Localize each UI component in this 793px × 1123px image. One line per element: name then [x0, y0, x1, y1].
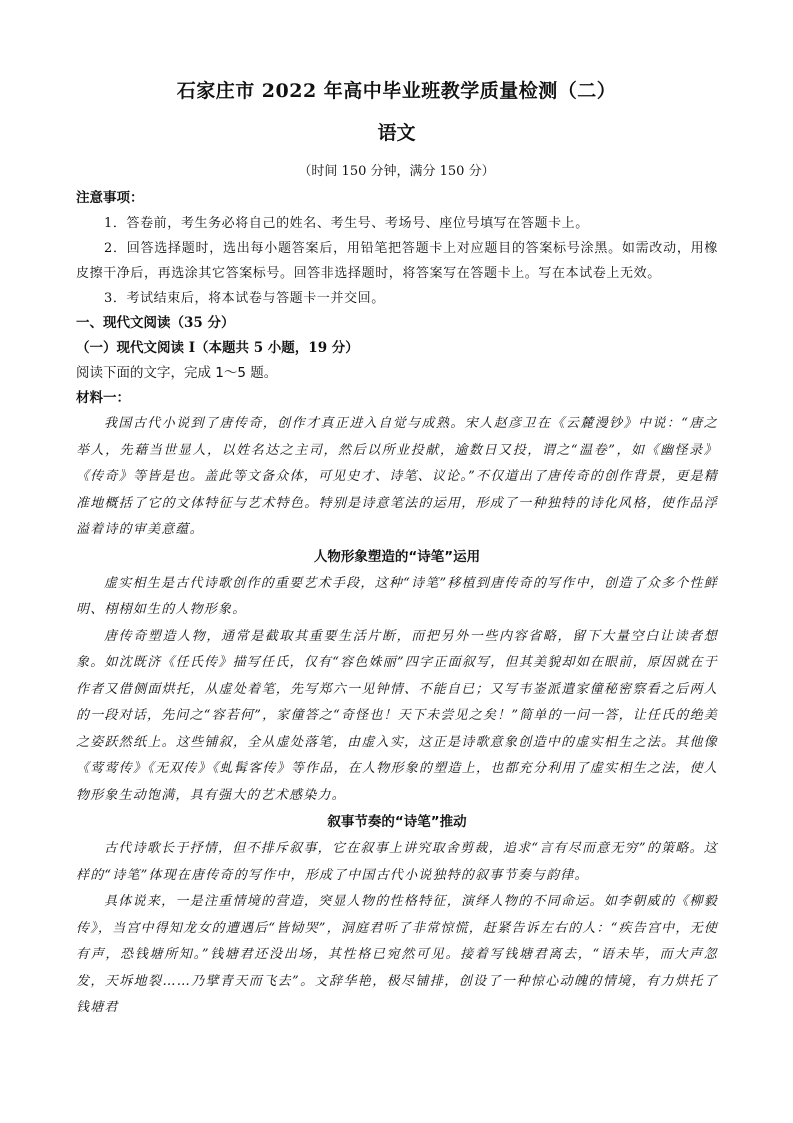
article-heading-1: 人物形象塑造的“诗笔”运用 — [313, 548, 481, 565]
article-heading-2: 叙事节奏的“诗笔”推动 — [327, 814, 467, 830]
article-paragraph-3: 古代诗歌长于抒情，但不排斥叙事，它在叙事上讲究取舍剪裁，追求“言有尽而意无穷”的策略。这样的“诗笔”体现在唐传奇的写作中，形成了中国古代小说独特的叙事节奏与韵律。 — [76, 841, 718, 883]
article-paragraph-1: 虚实相生是古代诗歌创作的重要艺术手段，这种“诗笔”移植到唐传奇的写作中，创造了众多个性鲜明、栩栩如生的人物形象。 — [76, 575, 718, 617]
article-paragraph-2: 唐传奇塑造人物，通常是截取其重要生活片断，而把另外一些内容省略，留下大量空白让读者想象。如沈既济《任氏传》描写任氏，仅有“容色姝丽”四字正面叙写，但其美貌却如在眼前，原因就在于作者又借侧面烘托，从虚处着笔，先写郑六一见钟情、不能自已；又写韦崟派遣家僮秘密察看之后两人的一段对话，先问之“容若何”，家僮答之“奇怪也！天下未尝见之矣！”简单的一问一答，让任氏的绝美之姿跃然纸上。这些铺叙，全从虚处落笔，由虚入实，这正是诗歌意象创造中的虚实相生之法。其他像《莺莺传》《无双传》《虬髯客传》等作品，在人物形象的塑造上，也都充分利用了虚实相生之法，使人物形象生动饱满，具有强大的艺术感染力。 — [76, 628, 718, 803]
reading-instruction: 阅读下面的文字，完成 1～5 题。 — [76, 365, 278, 381]
notes-item-1: 1．答卷前，考生务必将自己的姓名、考生号、考场号、座位号填写在答题卡上。 — [104, 216, 589, 231]
article-intro: 我国古代小说到了唐传奇，创作才真正进入自觉与成熟。宋人赵彦卫在《云麓漫钞》中说：“唐之举人，先藉当世显人，以姓名达之主司，然后以所业投献，逾数日又投，谓之“温卷”，如《幽怪录》《传奇》等皆是也。盖此等文备众体，可见史才、诗笔、议论。”不仅道出了唐传奇的创作背景，更是精准地概括了它的文体特征与艺术特色。特别是诗意笔法的运用，形成了一种独特的诗化风格，使作品浮溢着诗的审美意蕴。 — [76, 416, 718, 537]
section-heading: 一、现代文阅读（35 分） — [76, 315, 235, 331]
notes-item-2: 2．回答选择题时，选出每小题答案后，用铅笔把答题卡上对应题目的答案标号涂黑。如需改动，用橡皮擦干净后，再选涂其它答案标号。回答非选择题时，将答案写在答题卡上。写在本试卷上无效。 — [76, 241, 718, 281]
article-paragraph-4: 具体说来，一是注重情境的营造，突显人物的性格特征，演绎人物的不同命运。如李朝威的《柳毅传》，当宫中得知龙女的遭遇后“皆恸哭”，洞庭君听了非常惊慌，赶紧告诉左右的人：“疾告宫中，无使有声，恐钱塘所知。”钱塘君还没出场，其性格已宛然可见。接着写钱塘君离去，“语未毕，而大声忽发，天坼地裂……乃擘青天而飞去”。文辞华艳，极尽铺排，创设了一种惊心动魄的情境，有力烘托了钱塘君 — [76, 894, 718, 1015]
subsection-heading: （一）现代文阅读 I（本题共 5 小题，19 分） — [76, 340, 359, 356]
material-label: 材料一： — [76, 390, 130, 406]
notes-heading: 注意事项： — [76, 190, 144, 206]
subject-title: 语文 — [377, 122, 416, 144]
exam-content — [76, 186, 718, 1022]
time-note: （时间 150 分钟，满分 150 分） — [298, 164, 495, 179]
page-title: 石家庄市 2022 年高中毕业班教学质量检测（二） — [176, 80, 617, 102]
notes-item-3: 3．考试结束后，将本试卷与答题卡一并交回。 — [104, 291, 385, 306]
